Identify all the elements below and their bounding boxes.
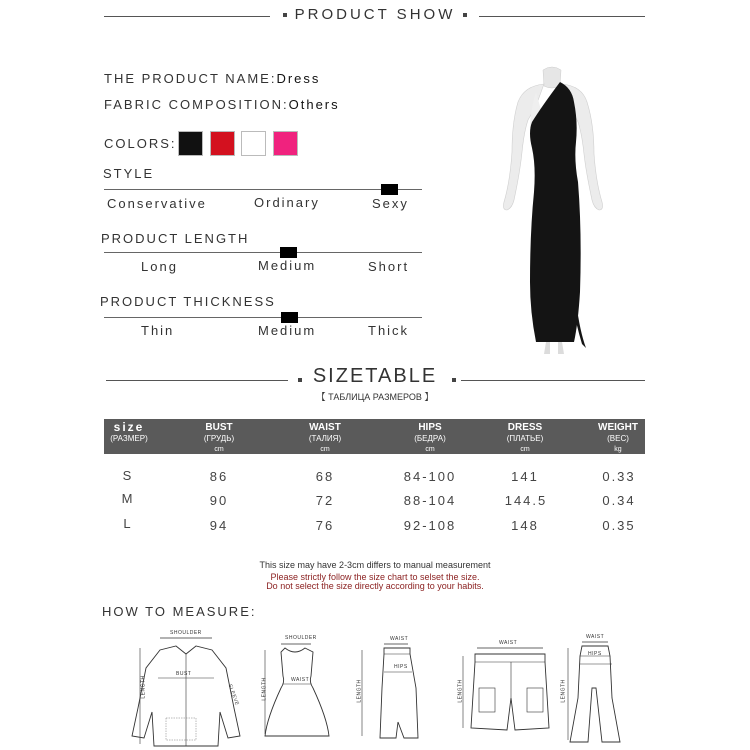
cell-size: L <box>123 516 133 531</box>
color-swatch-pink[interactable] <box>273 131 298 156</box>
fabric-value: Others <box>288 97 340 112</box>
col-header-bust-sub: (ГРУДЬ) <box>203 434 235 443</box>
product-name-row <box>104 71 320 86</box>
cell-waist: 76 <box>315 518 335 533</box>
col-header-hips-unit: cm <box>425 446 435 453</box>
col-header-dress-unit: cm <box>520 446 530 453</box>
label-length-2: LENGTH <box>261 677 268 701</box>
measure-shorts-diagram <box>455 628 555 738</box>
label-length-4: LENGTH <box>457 679 464 703</box>
color-swatch-red[interactable] <box>210 131 235 156</box>
col-header-size-main: size <box>113 420 145 434</box>
cell-waist: 68 <box>315 469 335 484</box>
pants-icon <box>560 628 630 746</box>
col-header-dress-main: DRESS <box>507 422 543 433</box>
label-shoulder-2: SHOULDER <box>285 635 317 641</box>
measure-shirt-diagram <box>130 628 245 748</box>
col-header-size-sub: (РАЗМЕР) <box>110 434 148 443</box>
col-header-waist-unit: cm <box>320 446 330 453</box>
col-header-dress-sub: (ПЛАТЬЕ) <box>506 434 544 443</box>
sizetable-subtitle: 【 ТАБЛИЦА РАЗМЕРОВ 】 <box>316 392 434 402</box>
sizetable-title: SIZETABLE <box>312 365 438 387</box>
thickness-label: PRODUCT THICKNESS <box>100 294 276 309</box>
cell-waist: 72 <box>315 493 335 508</box>
col-header-weight <box>592 419 644 455</box>
thickness-scale-marker <box>281 312 298 323</box>
label-length-3: LENGTH <box>356 679 363 703</box>
col-header-hips-sub: (БЕДРА) <box>414 434 446 443</box>
cell-size: S <box>122 468 134 483</box>
label-hips-5: HIPS <box>588 651 602 657</box>
color-swatch-white[interactable] <box>241 131 266 156</box>
measure-dress-diagram <box>255 628 335 740</box>
cell-size: M <box>121 491 135 506</box>
label-shoulder: SHOULDER <box>170 630 202 636</box>
length-scale-marker <box>280 247 297 258</box>
length-scale-line <box>104 252 422 253</box>
cell-bust: 90 <box>209 493 229 508</box>
label-bust: BUST <box>176 671 192 677</box>
cell-weight: 0.33 <box>602 469 636 484</box>
size-note: This size may have 2-3cm differs to manual measurement <box>259 560 491 570</box>
length-label: PRODUCT LENGTH <box>101 231 250 246</box>
cell-hips: 92-108 <box>403 518 457 533</box>
style-option-ordinary: Ordinary <box>254 195 320 210</box>
mannequin-dress-image <box>490 62 615 362</box>
label-length: LENGTH <box>140 675 147 699</box>
cell-hips: 84-100 <box>403 469 457 484</box>
style-scale-marker <box>381 184 398 195</box>
col-header-bust <box>194 419 244 455</box>
measure-skirt-diagram <box>350 628 430 743</box>
label-waist-2: WAIST <box>291 677 310 683</box>
cell-dress: 141 <box>511 469 539 484</box>
col-header-size <box>104 419 154 444</box>
label-waist-3: WAIST <box>390 636 409 642</box>
length-option-long: Long <box>141 259 178 274</box>
cell-bust: 94 <box>209 518 229 533</box>
col-header-waist-main: WAIST <box>309 422 341 433</box>
cell-hips: 88-104 <box>403 493 457 508</box>
col-header-weight-unit: kg <box>614 446 622 453</box>
length-option-short: Short <box>368 259 410 274</box>
col-header-hips-main: HIPS <box>418 422 442 433</box>
style-label: STYLE <box>103 166 155 181</box>
product-name-label: THE PRODUCT NAME: <box>104 71 277 86</box>
colors-label: COLORS: <box>104 136 177 151</box>
label-length-5: LENGTH <box>560 679 567 703</box>
cell-bust: 86 <box>209 469 229 484</box>
header-dot-right <box>463 13 467 17</box>
color-swatch-black[interactable] <box>178 131 203 156</box>
col-header-waist <box>300 419 350 455</box>
length-option-medium: Medium <box>258 258 317 273</box>
col-header-dress <box>500 419 550 455</box>
how-to-measure-title: HOW TO MEASURE: <box>102 604 257 619</box>
product-image <box>490 62 615 362</box>
header-dot-left <box>283 13 287 17</box>
size-warning-1: Please strictly follow the size chart to selset the size. <box>270 572 480 582</box>
fabric-row <box>104 97 340 112</box>
label-waist-4: WAIST <box>499 640 518 646</box>
thickness-scale-line <box>104 317 422 318</box>
size-table-header <box>104 419 645 454</box>
label-hips-3: HIPS <box>394 664 408 670</box>
col-header-hips <box>405 419 455 455</box>
cell-weight: 0.34 <box>602 493 636 508</box>
col-header-weight-sub: (ВЕС) <box>607 434 629 443</box>
measure-pants-diagram <box>560 628 630 746</box>
style-option-sexy: Sexy <box>372 196 409 211</box>
thickness-option-medium: Medium <box>258 323 317 338</box>
page-title: PRODUCT SHOW <box>294 6 456 23</box>
thickness-option-thin: Thin <box>141 323 175 338</box>
label-sleeve: SLEEVE <box>226 683 240 707</box>
col-header-weight-main: WEIGHT <box>598 422 638 433</box>
header <box>0 6 750 23</box>
cell-dress: 148 <box>511 518 539 533</box>
size-warning-2: Do not select the size directly according to your habits. <box>266 581 484 591</box>
cell-weight: 0.35 <box>602 518 636 533</box>
style-scale-line <box>104 189 422 190</box>
col-header-bust-unit: cm <box>214 446 224 453</box>
cell-dress: 144.5 <box>504 493 548 508</box>
label-waist-5: WAIST <box>586 634 605 640</box>
col-header-bust-main: BUST <box>205 422 233 433</box>
style-option-conservative: Conservative <box>107 196 207 211</box>
product-name-value: Dress <box>276 71 321 86</box>
fabric-label: FABRIC COMPOSITION: <box>104 97 289 112</box>
thickness-option-thick: Thick <box>368 323 410 338</box>
col-header-waist-sub: (ТАЛИЯ) <box>308 434 342 443</box>
